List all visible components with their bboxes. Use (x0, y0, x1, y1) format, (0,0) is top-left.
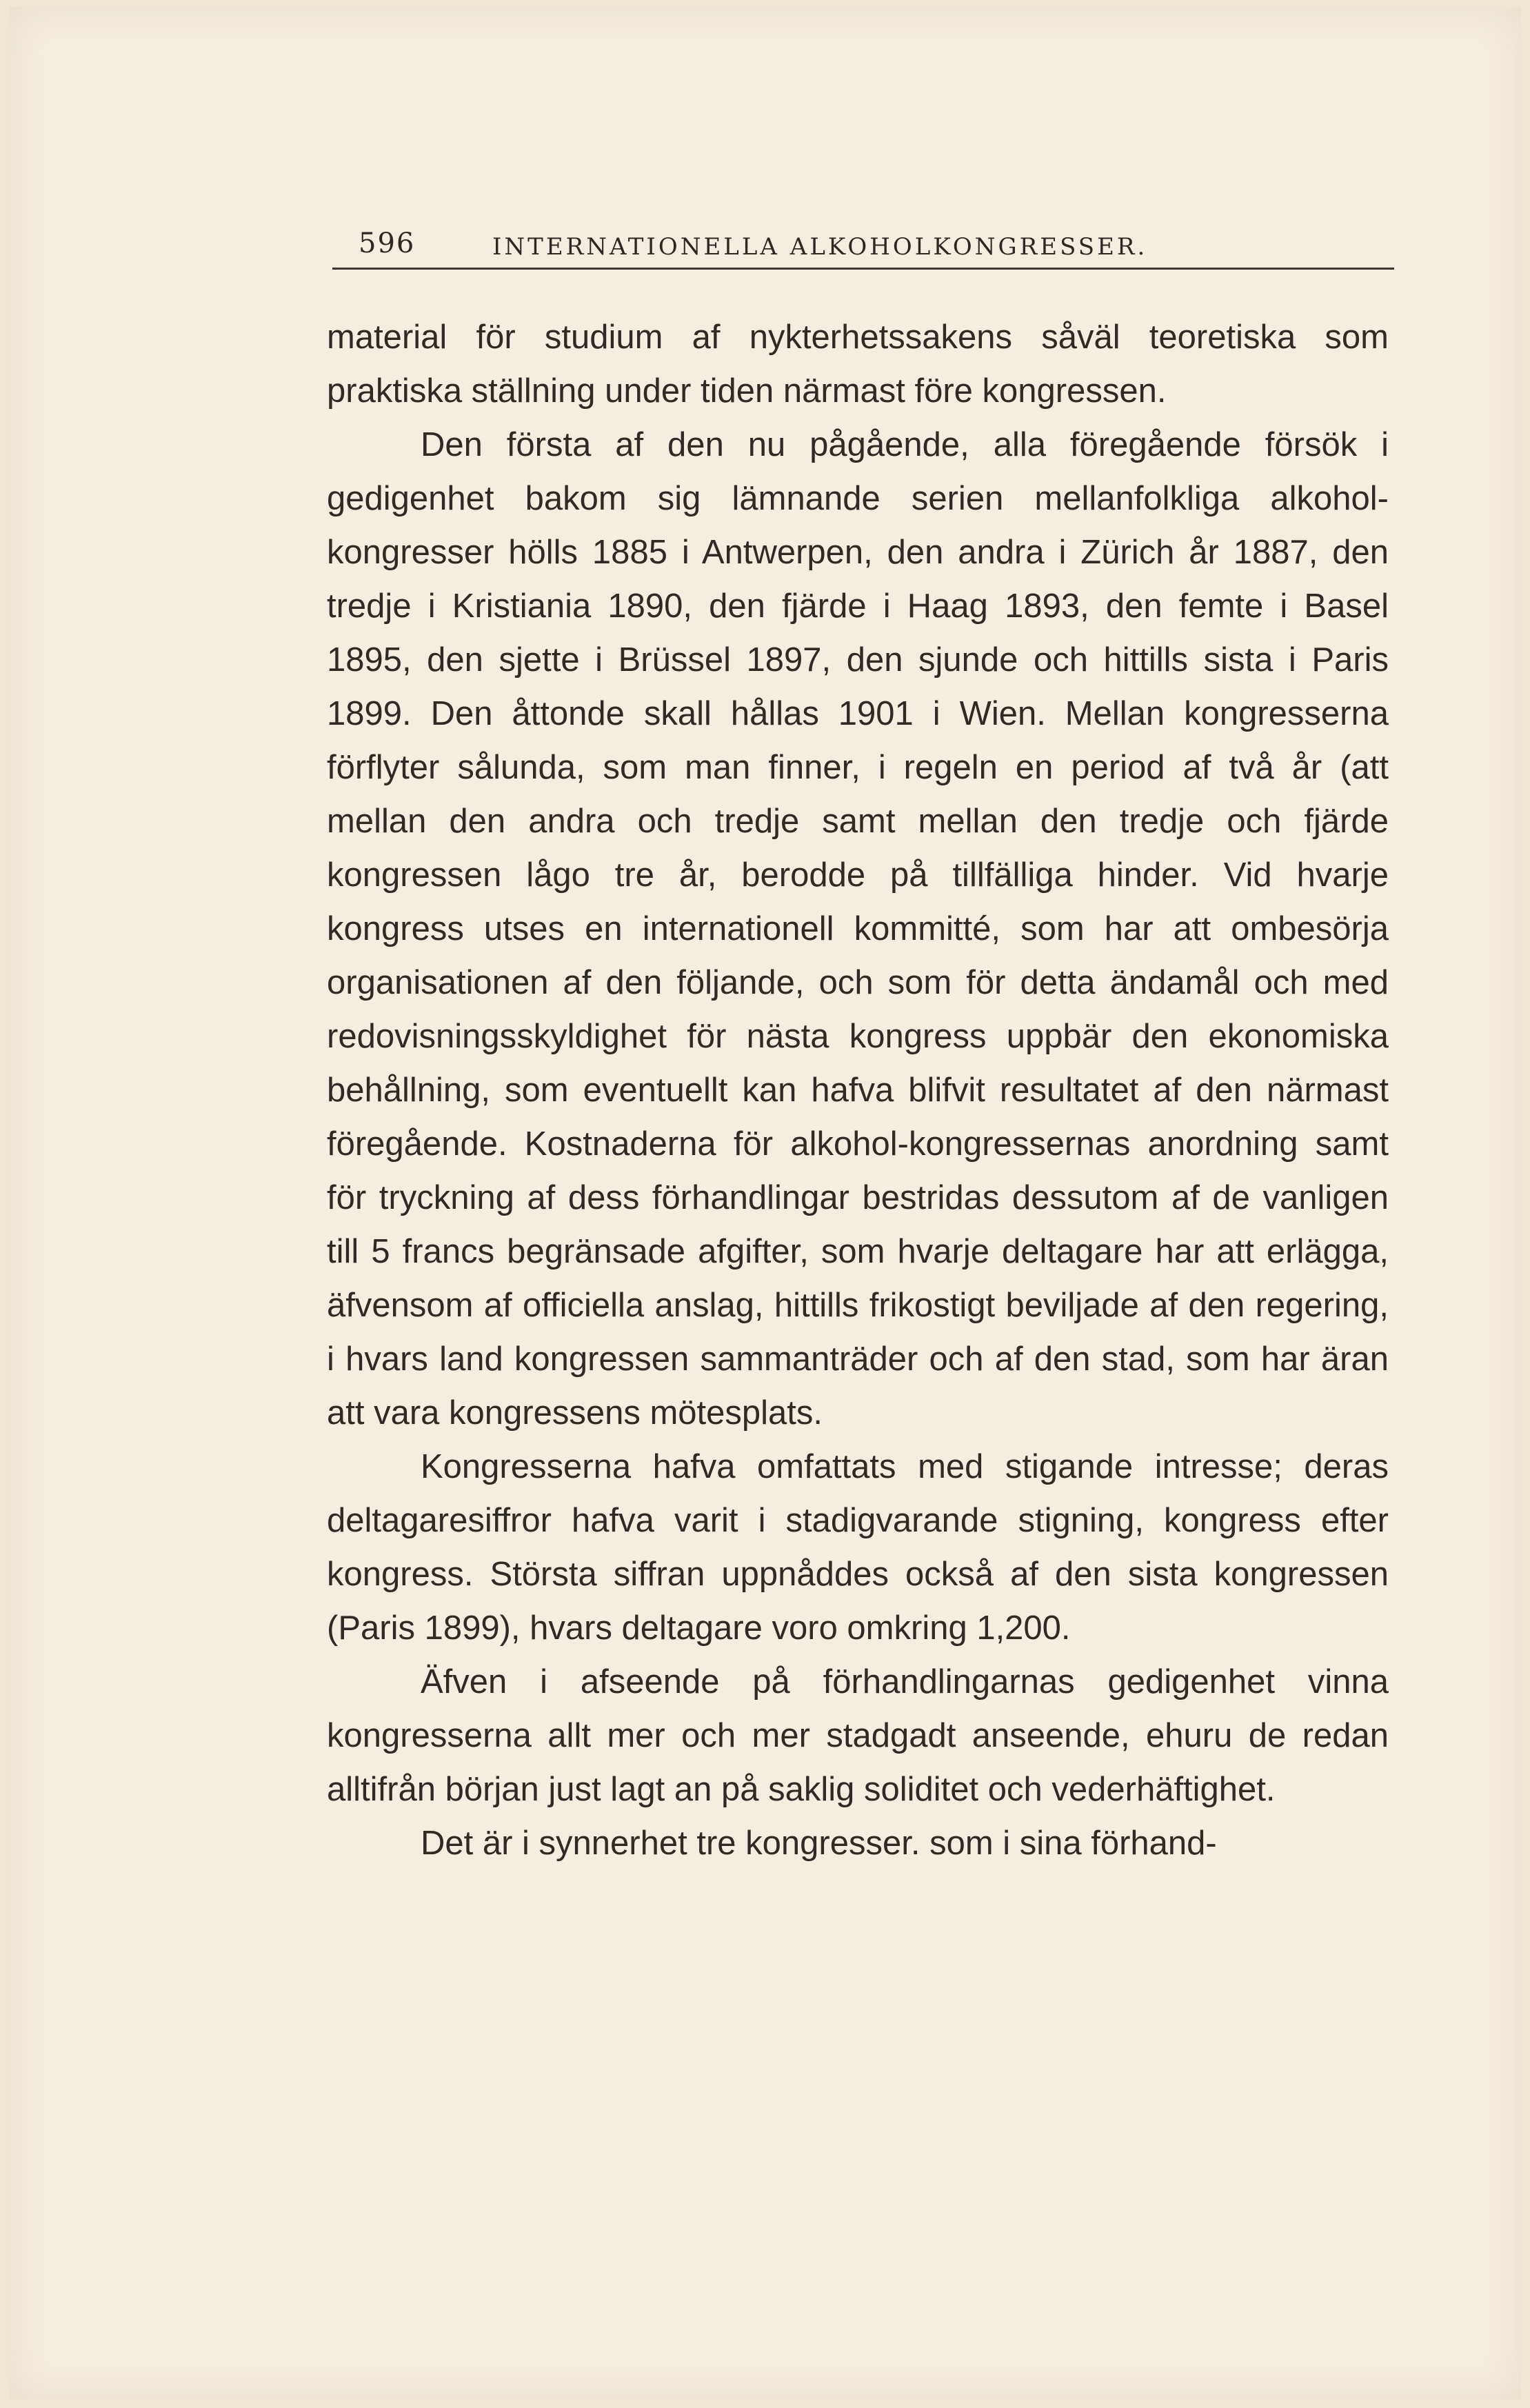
page-number: 596 (359, 228, 416, 259)
paragraph-3: Kongresserna hafva omfattats med stigande intresse; deras deltagaresiffror hafva varit i stadigvarande stigning, kongress efter kongress. Största siffran uppnåddes också af den sista kongressen (Paris 1899), hvars deltagare voro omkring 1,200. (327, 1448, 1389, 1647)
paragraph-2: Den första af den nu pågående, alla föregående försök i gedigenhet bakom sig lämnande serien mellanfolkliga alkohol-kongresser hölls 1885 i Antwerpen, den andra i Zürich år 1887, den tredje i Kristiania 1890, den fjärde i Haag 1893, den femte i Basel 1895, den sjette i Brüssel 1897, den sjunde och hittills sista i Paris 1899. Den åttonde skall hållas 1901 i Wien. Mellan kongresserna förflyter sålunda, som man finner, i regeln en period af två år (att mellan den andra och tredje samt mellan den tredje och fjärde kongressen lågo tre år, berodde på tillfälliga hinder. Vid hvarje kongress utses en internationell kommitté, som har att ombesörja organisationen af den följande, och som för detta ändamål och med redovisningsskyldighet för nästa kongress uppbär den ekonomiska behållning, som eventuellt kan hafva blifvit resultatet af den närmast föregående. Kostnaderna för alkohol-kongressernas anordning samt för tryckning af dess förhandlingar bestridas dessutom af de vanligen till 5 francs begränsade afgifter, som hvarje deltagare har att erlägga, äfvensom af officiella anslag, hittills frikostigt beviljade af den regering, i hvars land kongressen sammanträder och af den stad, som har äran att vara kongressens mötesplats. (327, 426, 1389, 1432)
paragraph-4: Äfven i afseende på förhandlingarnas gedigenhet vinna kongresserna allt mer och mer stadgadt anseende, ehuru de redan alltifrån början just lagt an på saklig soliditet och vederhäftighet. (327, 1663, 1389, 1808)
running-title: INTERNATIONELLA ALKOHOLKONGRESSER. (492, 233, 1148, 261)
paragraph-5: Det är i synnerhet tre kongresser. som i sina förhand- (421, 1825, 1217, 1862)
paragraph-1: material för studium af nykterhetssakens såväl teoretiska som praktiska ställning under tiden närmast före kongressen. (327, 319, 1389, 410)
running-header (332, 226, 1394, 270)
body-text (327, 310, 1389, 1870)
book-page (10, 7, 1521, 2400)
